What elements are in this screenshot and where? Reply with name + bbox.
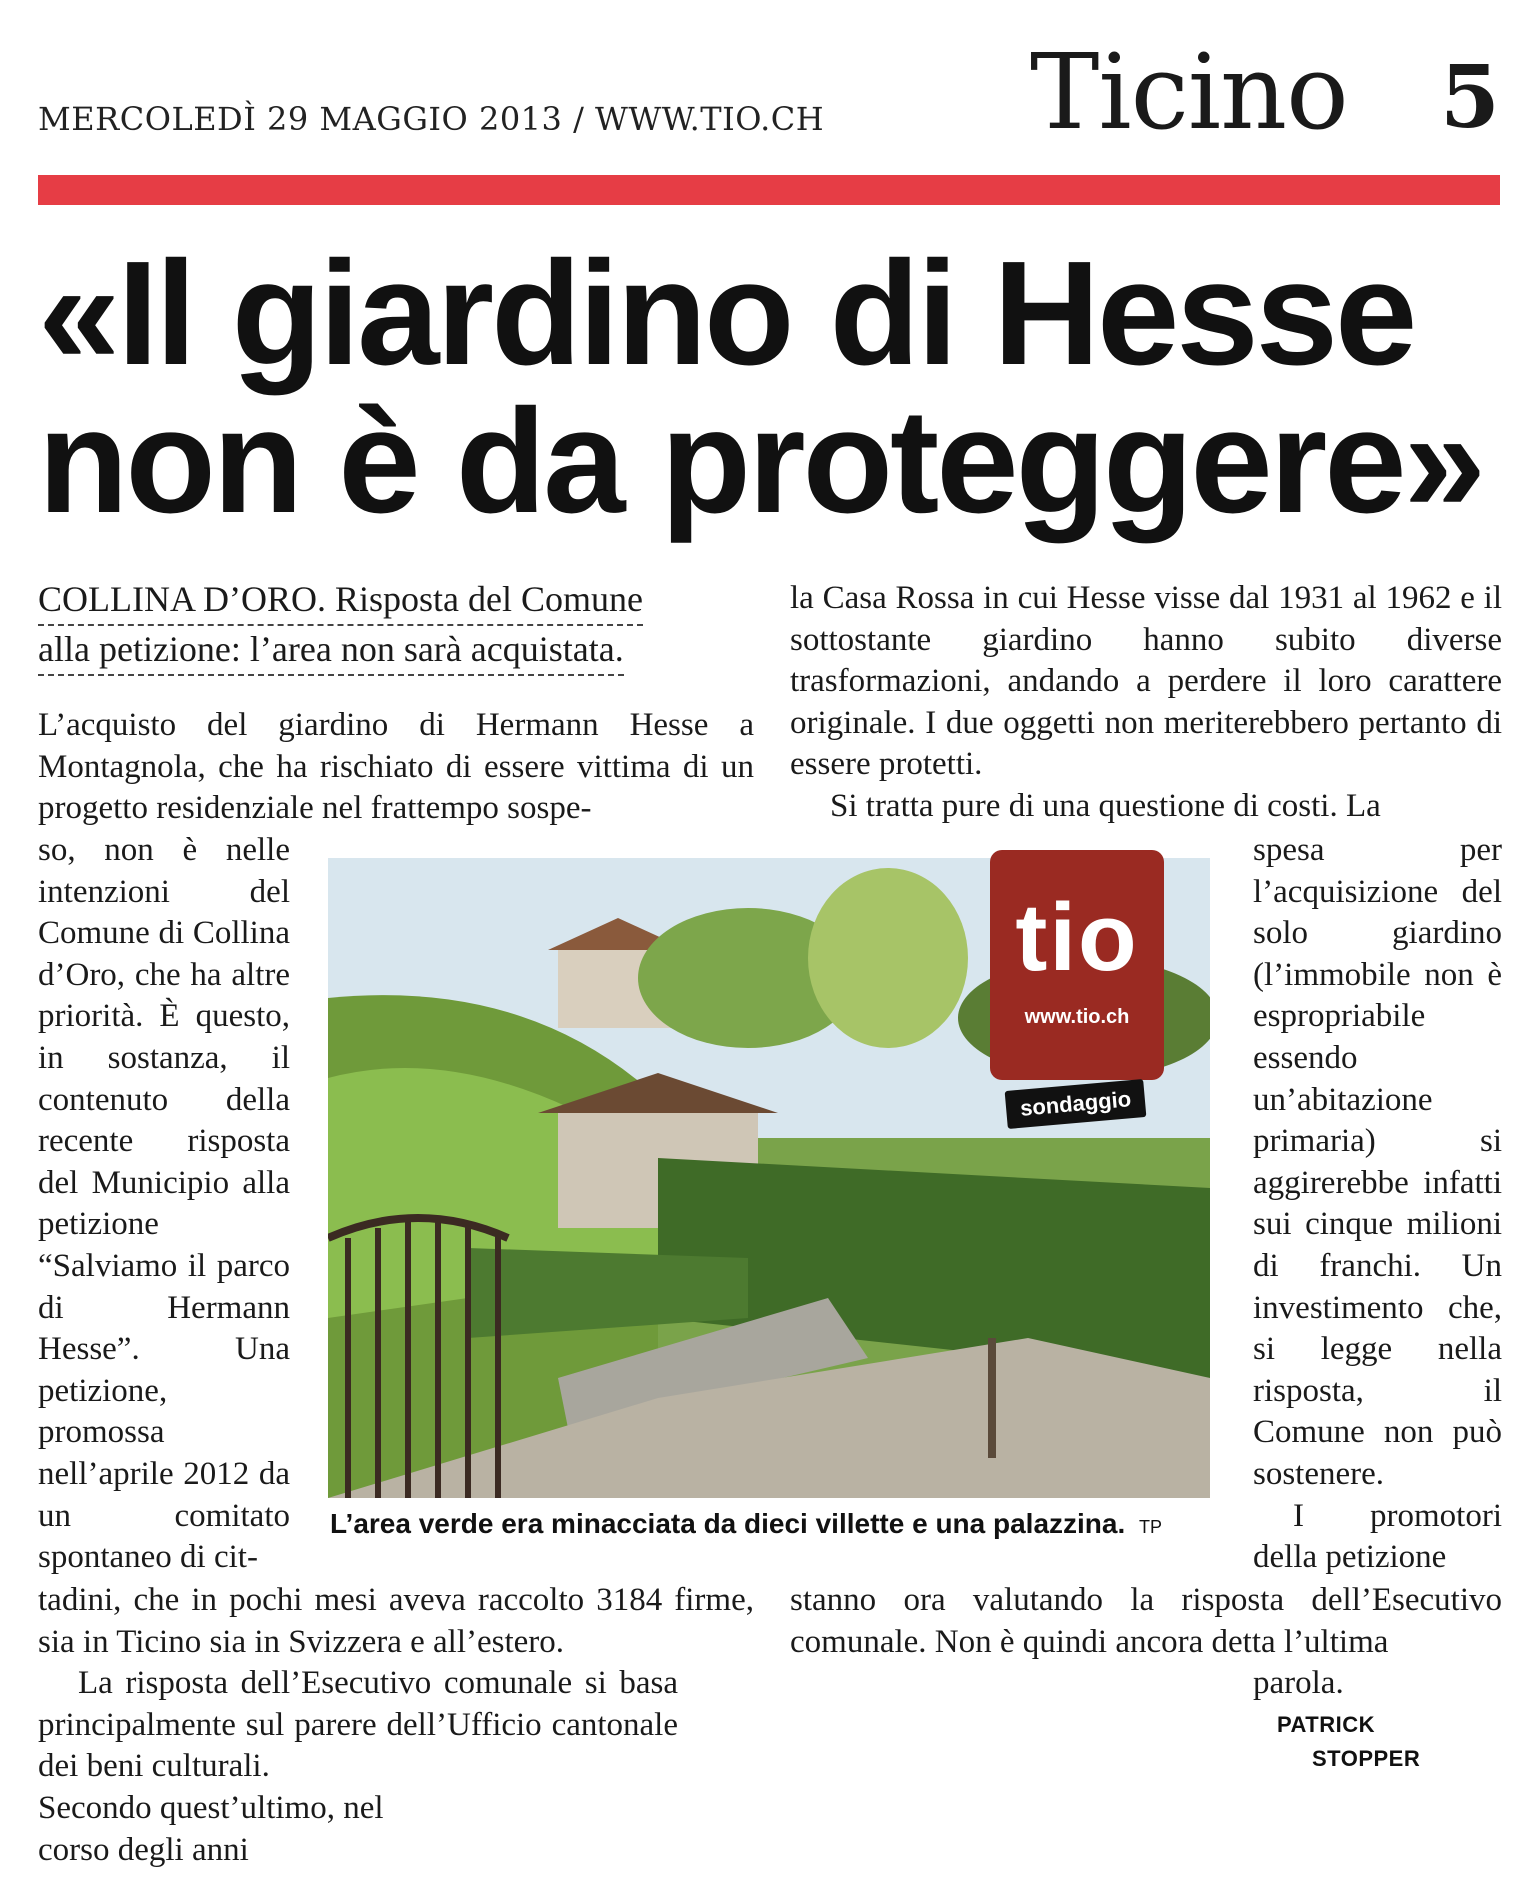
paragraph: L’acquisto del giardino di Hermann Hesse a Montagnola, che ha rischiato di essere vittima di un progetto residenziale nel frattempo sospe-: [38, 707, 754, 827]
subhead-line-1: COLLINA D’ORO. Risposta del Comune: [38, 576, 643, 626]
author-byline: [1277, 1712, 1420, 1772]
paragraph: Si tratta pure di una questione di costi. La: [830, 787, 1381, 824]
headline-line-1: «Il giardino di Hesse: [38, 231, 1415, 396]
article-col2-low: [790, 1580, 1502, 1705]
article-col1-tail: [38, 1788, 418, 1871]
dateline: MERCOLEDÌ 29 MAGGIO 2013 / WWW.TIO.CH: [38, 100, 825, 138]
subhead: [38, 576, 738, 676]
caption-text: L’area verde era minacciata da dieci villette e una palazzina.: [330, 1508, 1126, 1539]
paragraph: la Casa Rossa in cui Hesse visse dal 1931 al 1962 e il sottostante giardino hanno subito diverse trasformazioni, andando a perdere il loro carattere originale. I due oggetti non meriterebbero pertanto di essere protetti.: [790, 580, 1502, 783]
paragraph: spesa per l’acquisizione del solo giardino (l’immobile non è espropriabile essendo un’abitazione primaria) si aggirerebbe infatti sui cinque milioni di franchi. Un investimento che, si legge nella risposta, il Comune non può sostenere.: [1253, 832, 1502, 1492]
subhead-line-2: alla petizione: l’area non sarà acquistata.: [38, 626, 624, 676]
article-col2-narrow: [1253, 830, 1502, 1579]
headline: [38, 231, 1518, 544]
article-col1-narrow: [38, 830, 290, 1579]
author-first: PATRICK: [1277, 1712, 1376, 1737]
author-last: STOPPER: [1312, 1746, 1421, 1771]
accent-bar: [38, 175, 1500, 205]
section-title: Ticino: [1030, 31, 1348, 153]
paragraph: parola.: [1253, 1665, 1344, 1702]
paragraph: I promotori della petizione: [1253, 1497, 1502, 1576]
article-col1-top: [38, 705, 754, 830]
tio-logo: tio: [1015, 884, 1139, 991]
headline-line-2: non è da proteggere»: [38, 379, 1483, 544]
photo-caption: [330, 1508, 1162, 1540]
paragraph: stanno ora valutando la risposta dell’Esecutivo comunale. Non è quindi ancora detta l’ultima: [790, 1582, 1502, 1660]
photo-credit: TP: [1139, 1517, 1163, 1537]
paragraph: tadini, che in pochi mesi aveva raccolto 3184 firme, sia in Ticino sia in Svizzera e all’estero.: [38, 1582, 754, 1660]
paragraph: La risposta dell’Esecutivo comunale si basa principalmente sul parere dell’Ufficio cantonale dei beni culturali.: [38, 1665, 678, 1785]
sondaggio-label[interactable]: sondaggio: [1005, 1079, 1147, 1129]
article-col2-top: [790, 578, 1502, 828]
tio-url: www.tio.ch: [1024, 1006, 1130, 1028]
paragraph: Secondo quest’ultimo, nel corso degli anni: [38, 1790, 384, 1868]
tio-poll-badge[interactable]: [990, 850, 1164, 1080]
page-number: 5: [1440, 47, 1500, 148]
paragraph: so, non è nelle intenzioni del Comune di Collina d’Oro, che ha altre priorità. È questo, in sostanza, il contenuto della recente risposta del Municipio alla petizione “Salviamo il parco di Hermann Hesse”. Una petizione, promossa nell’aprile 2012 da un comitato spontaneo di cit-: [38, 832, 290, 1576]
article-col1-low: [38, 1580, 754, 1788]
